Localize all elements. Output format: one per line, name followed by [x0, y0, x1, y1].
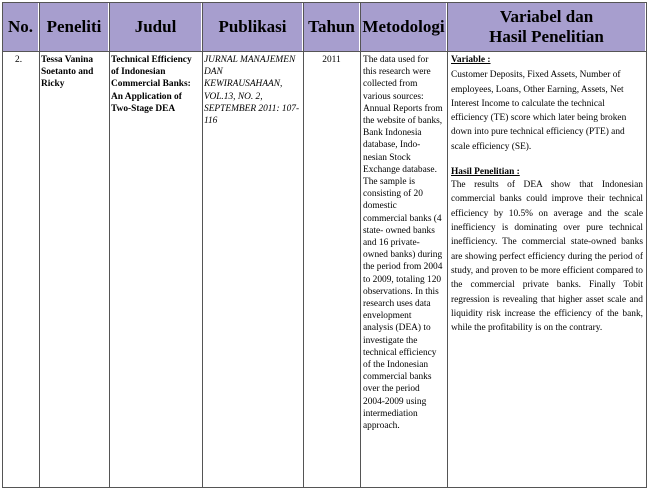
- header-tahun: Tahun: [308, 17, 355, 36]
- row-metodologi: The data used for this research were collected from various sources: Annual Reports from the website of banks, Bank Indonesia database, Indo-nesian Stock Exchange database. The sample is consisting of 20 domestic commercial banks (4 state- owned banks and 16 private-owned banks) during the period from 2004 to 2009, totaling 120 observations. In this research uses data envelopment analysis (DEA) to investigate the technical efficiency of the Indonesian commercial banks over the period 2004-2009 using intermediation approach.: [363, 55, 443, 432]
- col-divider: [303, 2, 304, 487]
- row-tahun: 2011: [322, 55, 341, 65]
- header-no: No.: [7, 17, 34, 36]
- bottom-border: [2, 487, 647, 488]
- hasil-label: Hasil Penelitian :: [451, 166, 520, 177]
- header-variabel: [448, 3, 645, 51]
- header-publikasi: Publikasi: [218, 17, 287, 36]
- row-no: 2.: [15, 55, 23, 65]
- header-variabel-line2: Hasil Penelitian: [489, 27, 604, 46]
- col-divider: [447, 2, 448, 487]
- col-divider: [360, 2, 361, 487]
- variable-label: Variable :: [451, 55, 491, 65]
- row-peneliti: Tessa Vanina Soetanto and Ricky: [41, 55, 94, 90]
- variable-text: Customer Deposits, Fixed Assets, Number of employees, Loans, Other Earning, Assets, Net Interest Income to calculate the technical efficiency (TE) score which later being broken down into pure technical efficiency (PTE) and scale efficiency (SE).: [451, 70, 627, 152]
- header-metodologi: Metodologi: [362, 17, 445, 36]
- col-divider: [2, 2, 3, 487]
- header-peneliti: Peneliti: [46, 17, 102, 36]
- header-judul: Judul: [134, 17, 177, 36]
- header-variabel-line1: Variabel dan: [499, 7, 594, 26]
- header-bottom-border: [2, 51, 647, 52]
- col-divider: [202, 2, 203, 487]
- row-judul: Technical Efficiency of Indonesian Commercial Banks: An Application of Two-Stage DEA: [111, 55, 192, 114]
- col-divider: [39, 2, 40, 487]
- row-publikasi: JURNAL MANAJEMEN DAN KEWIRAUSAHAAN, VOL.13, NO. 2, SEPTEMBER 2011: 107-116: [204, 55, 300, 127]
- row-variabel-hasil: [451, 54, 643, 335]
- hasil-text: The results of DEA show that Indonesian commercial banks could improve their technical efficiency by 10.5% on average and the scale inefficiency is dominating over pure technical inefficiency. The commercial state-owned banks are showing perfect efficiency during the period of study, and proven to be more efficient compared to the commercial private banks. Finally Tobit regression is revealing that higher asset scale and liquidity risk increase the efficiency of the bank, while the profitability is on the contrary.: [451, 180, 643, 334]
- col-divider: [646, 2, 647, 487]
- col-divider: [109, 2, 110, 487]
